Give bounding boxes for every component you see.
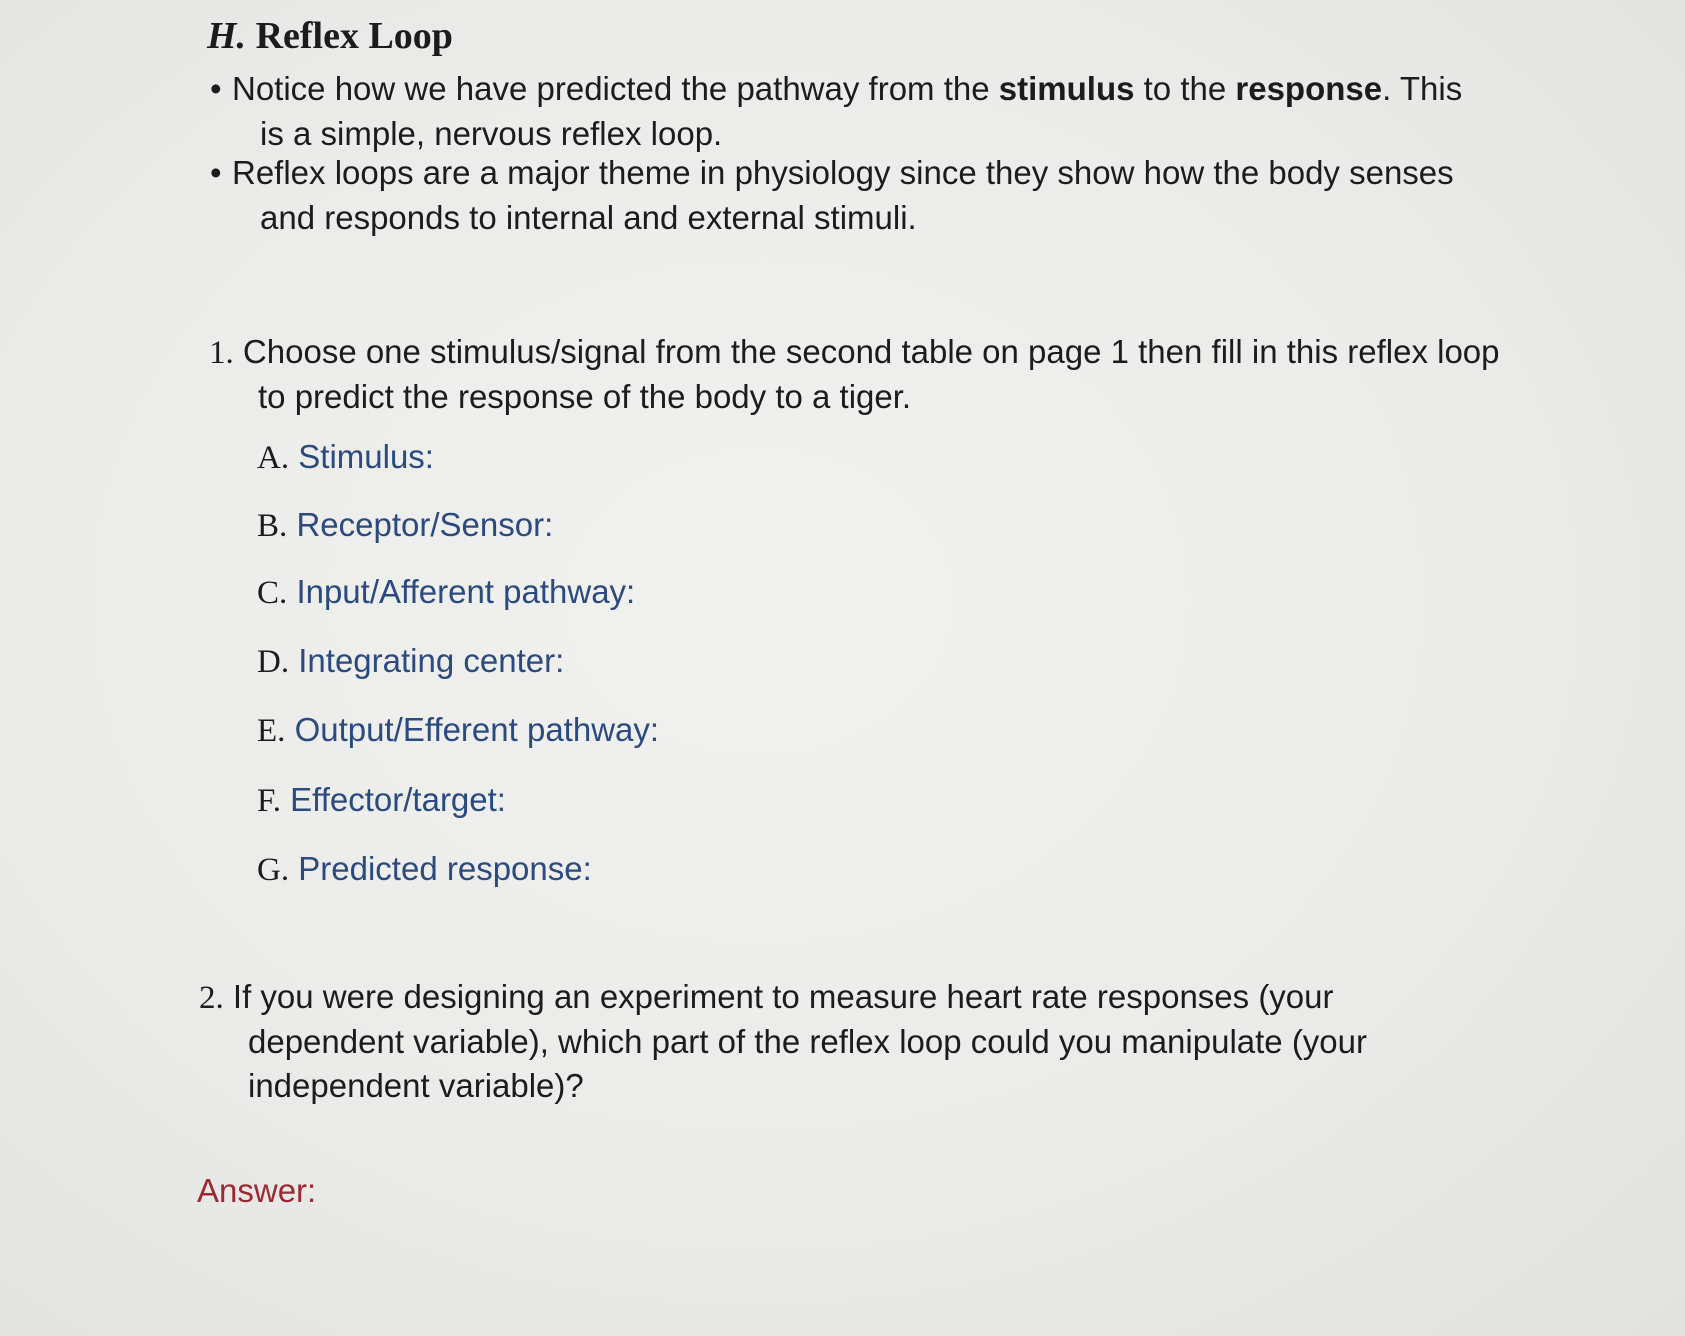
reflex-item-receptor — [257, 506, 553, 545]
bold-term-stimulus: stimulus — [998, 70, 1135, 107]
item-label: Stimulus: — [298, 438, 434, 475]
bullet-text: Reflex loops are a major theme in physiology since they show how the body senses — [232, 154, 1454, 191]
question-2 — [199, 975, 1367, 1108]
question-1 — [209, 330, 1500, 419]
section-title: Reflex Loop — [255, 15, 453, 57]
question-1-line: to predict the response of the body to a tiger. — [258, 378, 912, 415]
item-letter: E. — [257, 713, 286, 749]
item-letter: D. — [257, 644, 290, 680]
question-2-line: dependent variable), which part of the reflex loop could you manipulate (your — [248, 1023, 1368, 1060]
question-2-line — [199, 975, 1367, 1020]
bullet-continuation: and responds to internal and external stimuli. — [260, 199, 917, 236]
question-2-line: independent variable)? — [248, 1067, 584, 1104]
item-letter: B. — [257, 508, 288, 544]
question-number: 2. — [199, 980, 224, 1016]
item-label: Output/Efferent pathway: — [294, 711, 660, 748]
bullet-text-part: Notice how we have predicted the pathway from the — [232, 70, 999, 107]
question-1-line — [209, 330, 1500, 375]
section-heading — [207, 14, 453, 58]
reflex-item-afferent — [257, 573, 635, 612]
item-letter: A. — [257, 440, 290, 476]
item-letter: G. — [257, 852, 290, 888]
item-label: Input/Afferent pathway: — [296, 573, 636, 610]
item-label: Integrating center: — [298, 642, 565, 679]
reflex-item-response — [257, 850, 592, 889]
item-label: Predicted response: — [298, 850, 592, 887]
question-text: Choose one stimulus/signal from the second table on page 1 then fill in this reflex loop — [242, 333, 1500, 370]
item-letter: F. — [257, 783, 281, 819]
section-letter: H. — [207, 15, 247, 57]
reflex-item-efferent — [257, 711, 659, 750]
item-letter: C. — [257, 575, 288, 611]
item-label: Receptor/Sensor: — [296, 506, 554, 543]
bullet-dot: • — [210, 70, 222, 107]
bullet-text-part: . This — [1382, 70, 1463, 107]
answer-label: Answer: — [197, 1172, 317, 1209]
bullet-dot: • — [210, 154, 222, 191]
item-label: Effector/target: — [290, 781, 506, 818]
bullet-text-part: to the — [1134, 70, 1236, 107]
reflex-item-integrating — [257, 642, 564, 681]
reflex-item-stimulus — [257, 438, 434, 477]
bullet-continuation: is a simple, nervous reflex loop. — [260, 115, 723, 152]
reflex-item-effector — [257, 781, 506, 820]
bold-term-response: response — [1235, 70, 1383, 107]
question-number: 1. — [209, 335, 234, 371]
bullet-text — [232, 66, 1462, 111]
question-text: If you were designing an experiment to measure heart rate responses (your — [232, 978, 1334, 1015]
